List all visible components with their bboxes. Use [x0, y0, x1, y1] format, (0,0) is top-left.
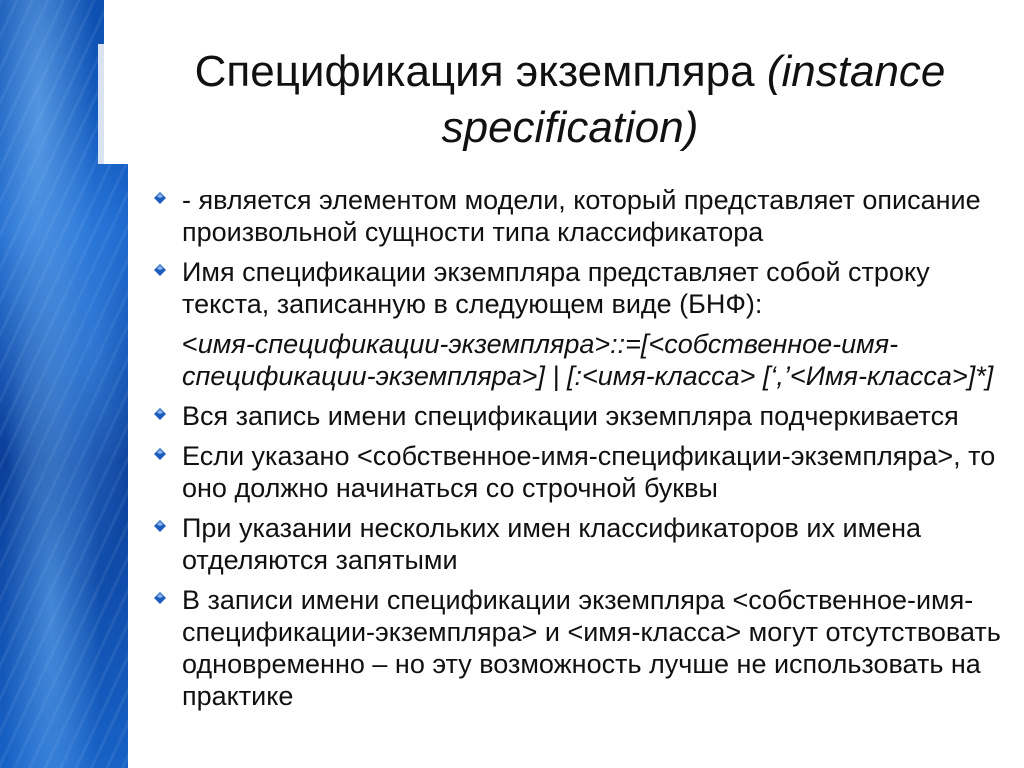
bullet-list [152, 184, 1008, 720]
slide-title [150, 44, 990, 156]
diamond-bullet-icon [154, 264, 166, 276]
bullet-text: В записи имени спецификации экземпляра <собственное-имя-спецификации-экземпляра> и <имя-класса> могут отсутствовать одновременно – но эту возможность лучше не использовать на практике [182, 585, 1001, 711]
bullet-item [152, 184, 1008, 248]
bullet-text: Имя спецификации экземпляра представляет собой строку текста, записанную в следующем виде (БНФ): [182, 257, 930, 319]
diamond-bullet-icon [154, 592, 166, 604]
panel-frame-bar [98, 44, 104, 164]
bullet-item [152, 400, 1008, 432]
diamond-bullet-icon [154, 192, 166, 204]
diamond-bullet-icon [154, 520, 166, 532]
bullet-item [152, 440, 1008, 504]
diamond-bullet-icon [154, 408, 166, 420]
bnf-open: < [182, 329, 198, 359]
panel-notch [104, 0, 128, 164]
bullet-item [152, 256, 1008, 320]
title-tail: (instance specification) [441, 47, 946, 152]
title-main: Спецификация экземпляра [194, 47, 767, 96]
bnf-text: имя-спецификации-экземпляра>::=[<собственное-имя-спецификации-экземпляра>] | [:<имя-класса> [‘,’<Имя-класса>]*] [182, 329, 994, 391]
diamond-bullet-icon [154, 448, 166, 460]
bullet-item [152, 512, 1008, 576]
bullet-text: - является элементом модели, который представляет описание произвольной сущности типа классификатора [182, 185, 981, 247]
bullet-text: Если указано <собственное-имя-спецификации-экземпляра>, то оно должно начинаться со строчной буквы [182, 441, 996, 503]
bullet-text: Вся запись имени спецификации экземпляра подчеркивается [182, 401, 959, 431]
bullet-text: При указании нескольких имен классификаторов их имена отделяются запятыми [182, 513, 922, 575]
bnf-definition [152, 328, 1008, 392]
bullet-item [152, 584, 1008, 712]
